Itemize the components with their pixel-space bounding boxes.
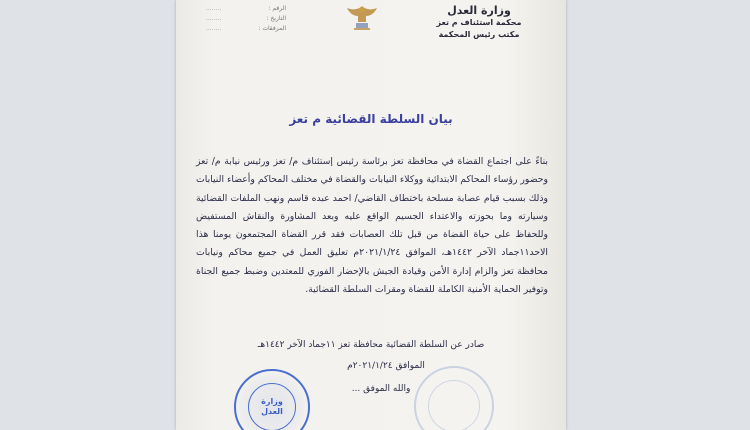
ministry-stamp (234, 369, 310, 430)
statement-title: بيان السلطة القضائية م تعز (289, 112, 453, 126)
faded-seal-inner (428, 380, 480, 430)
ministry-name: وزارة العدل (447, 4, 511, 17)
letterhead (414, 4, 544, 41)
gregorian-date: الموافق ٢٠٢١/١/٢٤م (347, 361, 425, 371)
viewer-background-right (564, 0, 750, 430)
statement-body (196, 153, 548, 299)
attachments-label: المرفقات : (258, 25, 286, 32)
office-name: مكتب رئيس المحكمة (438, 30, 520, 39)
document-page (176, 0, 566, 430)
viewer-background-left (0, 0, 176, 430)
closing-phrase: والله الموفق ... (351, 384, 411, 394)
eagle-emblem-icon (344, 2, 380, 32)
date-label: التاريخ : (266, 15, 286, 22)
issued-line: صادر عن السلطة القضائية محافظة تعز ١١جماد الآخر ١٤٤٢هـ (257, 340, 485, 350)
court-name: محكمة استئناف م تعز (436, 18, 522, 27)
ref-label: الرقم : (268, 5, 286, 12)
reference-block: الرقم : ........ التاريخ : ........ المرفقات : ........ (206, 5, 286, 32)
faded-seal (414, 366, 494, 430)
statement-paragraph: بناءً على اجتماع القضاة في محافظة تعز برئاسة رئيس إستئناف م/ تعز ورئيس نيابة م/ تعز وحضور رؤساء المحاكم الابتدائية ووكلاء النيابات والقضاة في مختلف المحاكم وأعضاء النيابات وذلك بسبب قيام عصابة مسلحة باختطاف القاضي/ احمد عبده قاسم ونهب الملفات القضائية وسيارته وما بحوزته والاعتداء الجسيم الواقع عليه وبعد المشاورة والنقاش المستفيض وللحفاظ على حياة القضاة من قبل تلك العصابات فقد قرر القضاة المجتمعون يومنا هذا الاحد١١جماد الآخر ١٤٤٢هـ، الموافق ٢٠٢١/١/٢٤م تعليق العمل في جميع محاكم ونيابات محافظة تعز والزام إدارة الأمن وقيادة الجيش بالإحضار الفوري للمعتدين وضبط جميع الجناة وتوفير الحماية الأمنية الكاملة للقضاة ومقرات السلطة القضائية. (196, 156, 548, 296)
stamp-text: وزارة العدل (248, 383, 296, 430)
